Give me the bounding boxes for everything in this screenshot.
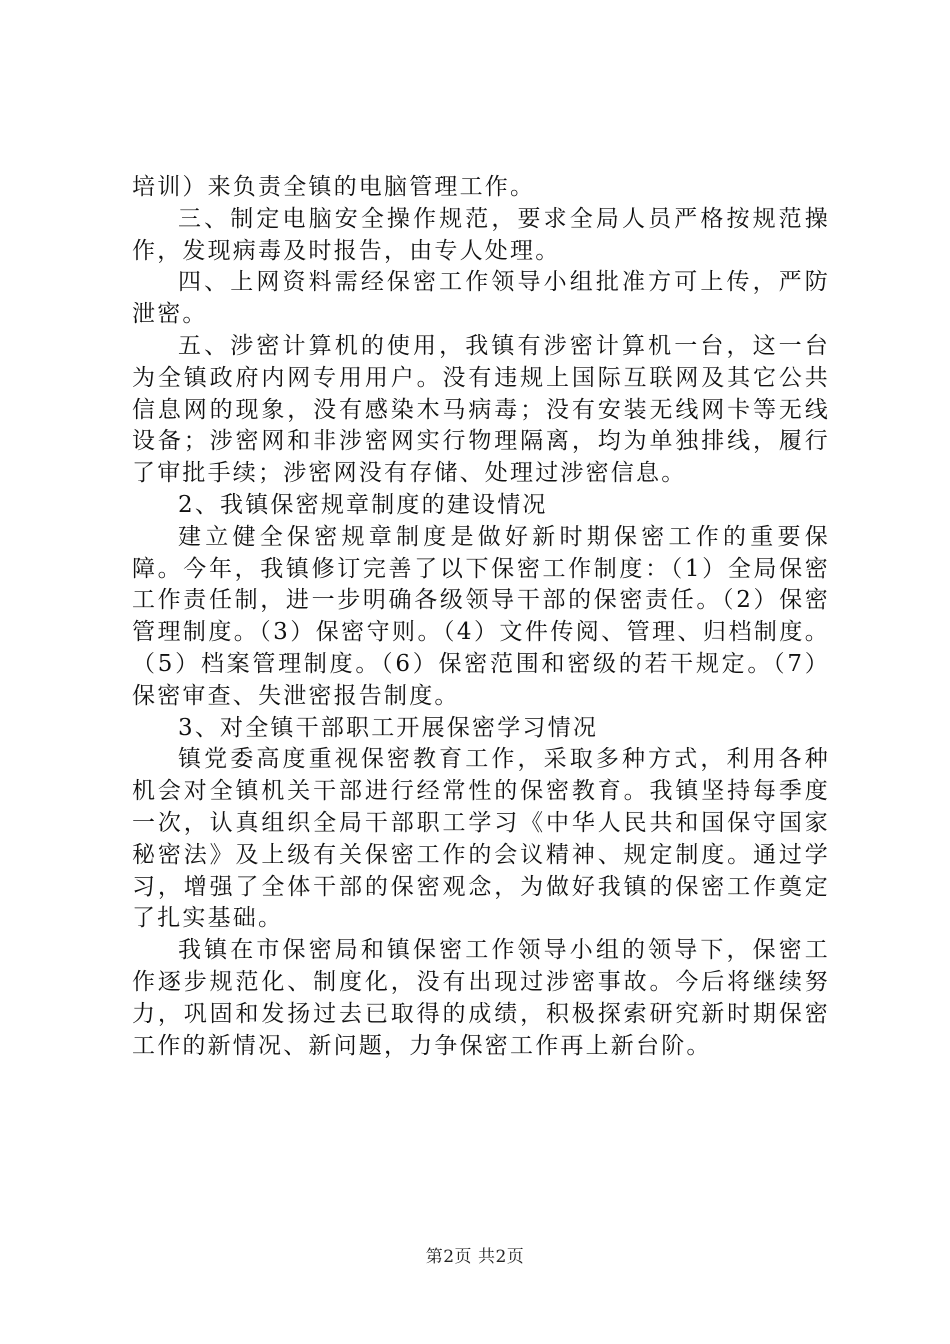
paragraph-item-five: 五、涉密计算机的使用，我镇有涉密计算机一台，这一台为全镇政府内网专用用户。没有违规上国际互联网及其它公共信息网的现象，没有感染木马病毒；没有安装无线网卡等无线设备；涉密网和非涉密网实行物理隔离，均为单独排线，履行了审批手续；涉密网没有存储、处理过涉密信息。 — [132, 332, 830, 487]
paragraph-conclusion: 我镇在市保密局和镇保密工作领导小组的领导下，保密工作逐步规范化、制度化，没有出现过涉密事故。今后将继续努力，巩固和发扬过去已取得的成绩，积极探索研究新时期保密工作的新情况、新问题，力争保密工作再上新台阶。 — [132, 937, 830, 1059]
paragraph-item-four: 四、上网资料需经保密工作领导小组批准方可上传，严防泄密。 — [132, 269, 830, 328]
section-heading-2: 2、我镇保密规章制度的建设情况 — [178, 491, 548, 518]
document-body — [132, 172, 830, 1062]
paragraph-education: 镇党委高度重视保密教育工作，采取多种方式，利用各种机会对全镇机关干部进行经常性的保密教育。我镇坚持每季度一次，认真组织全局干部职工学习《中华人民共和国保守国家秘密法》及上级有关保密工作的会议精神、规定制度。通过学习，增强了全体干部的保密观念，为做好我镇的保密工作奠定了扎实基础。 — [132, 746, 830, 932]
paragraph-rules-system: 建立健全保密规章制度是做好新时期保密工作的重要保障。今年，我镇修订完善了以下保密工作制度：（1）全局保密工作责任制，进一步明确各级领导干部的保密责任。（2）保密管理制度。（3）保密守则。（4）文件传阅、管理、归档制度。（5）档案管理制度。（6）保密范围和密级的若干规定。（7）保密审查、失泄密报告制度。 — [132, 523, 830, 709]
paragraph-continuation: 培训）来负责全镇的电脑管理工作。 — [132, 174, 536, 200]
page-number-footer: 第2页 共2页 — [425, 1247, 525, 1267]
section-heading-3: 3、对全镇干部职工开展保密学习情况 — [178, 714, 599, 741]
paragraph-item-three: 三、制定电脑安全操作规范，要求全局人员严格按规范操作，发现病毒及时报告，由专人处理。 — [132, 205, 830, 264]
